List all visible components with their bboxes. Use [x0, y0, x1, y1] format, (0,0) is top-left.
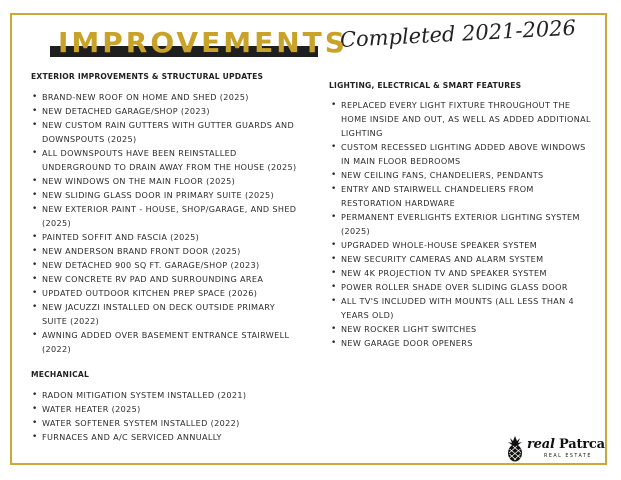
brand-name-italic: real: [527, 437, 555, 452]
list-item: • WATER SOFTENER SYSTEM INSTALLED (2022): [32, 416, 302, 430]
list-item: • ALL TV'S INCLUDED WITH MOUNTS (ALL LESS THAN 4 YEARS OLD): [331, 294, 593, 322]
exterior-heading: EXTERIOR IMPROVEMENTS & STRUCTURAL UPDATES: [31, 72, 264, 81]
list-item: • PERMANENT EVERLIGHTS EXTERIOR LIGHTING SYSTEM (2025): [331, 210, 593, 238]
list-item: • RADON MITIGATION SYSTEM INSTALLED (2021): [32, 388, 302, 402]
list-item: • NEW WINDOWS ON THE MAIN FLOOR (2025): [32, 174, 302, 188]
brand-logo: [506, 436, 605, 462]
list-item: • NEW ROCKER LIGHT SWITCHES: [331, 322, 593, 336]
mechanical-heading: MECHANICAL: [31, 370, 90, 379]
list-item: • REPLACED EVERY LIGHT FIXTURE THROUGHOUT THE HOME INSIDE AND OUT, AS WELL AS ADDED ADDITIONAL LIGHTING: [331, 98, 593, 140]
list-item: • NEW CEILING FANS, CHANDELIERS, PENDANTS: [331, 168, 593, 182]
list-item: • ALL DOWNSPOUTS HAVE BEEN REINSTALLED UNDERGROUND TO DRAIN AWAY FROM THE HOUSE (2025): [32, 146, 302, 174]
list-item: • NEW DETACHED 900 SQ FT. GARAGE/SHOP (2023): [32, 258, 302, 272]
list-item: • NEW DETACHED GARAGE/SHOP (2023): [32, 104, 302, 118]
list-item: • ENTRY AND STAIRWELL CHANDELIERS FROM RESTORATION HARDWARE: [331, 182, 593, 210]
list-item: • PAINTED SOFFIT AND FASCIA (2025): [32, 230, 302, 244]
list-item: • CUSTOM RECESSED LIGHTING ADDED ABOVE WINDOWS IN MAIN FLOOR BEDROOMS: [331, 140, 593, 168]
list-item: • UPDATED OUTDOOR KITCHEN PREP SPACE (2026): [32, 286, 302, 300]
list-item: • BRAND-NEW ROOF ON HOME AND SHED (2025): [32, 90, 302, 104]
page-title: IMPROVEMENTS: [58, 26, 348, 59]
list-item: • UPGRADED WHOLE-HOUSE SPEAKER SYSTEM: [331, 238, 593, 252]
page-subtitle: Completed 2021-2026: [339, 15, 577, 52]
list-item: • NEW 4K PROJECTION TV AND SPEAKER SYSTEM: [331, 266, 593, 280]
list-item: • NEW SECURITY CAMERAS AND ALARM SYSTEM: [331, 252, 593, 266]
exterior-list: [32, 90, 302, 356]
list-item: • WATER HEATER (2025): [32, 402, 302, 416]
list-item: • NEW GARAGE DOOR OPENERS: [331, 336, 593, 350]
list-item: • NEW JACUZZI INSTALLED ON DECK OUTSIDE PRIMARY SUITE (2022): [32, 300, 302, 328]
lighting-heading: LIGHTING, ELECTRICAL & SMART FEATURES: [329, 81, 522, 90]
list-item: • FURNACES AND A/C SERVICED ANNUALLY: [32, 430, 302, 444]
lighting-list: [331, 98, 593, 350]
list-item: • NEW SLIDING GLASS DOOR IN PRIMARY SUITE (2025): [32, 188, 302, 202]
brand-name: [527, 437, 605, 452]
list-item: • NEW ANDERSON BRAND FRONT DOOR (2025): [32, 244, 302, 258]
list-item: • NEW EXTERIOR PAINT - HOUSE, SHOP/GARAGE, AND SHED (2025): [32, 202, 302, 230]
list-item: • NEW CONCRETE RV PAD AND SURROUNDING AREA: [32, 272, 302, 286]
mechanical-list: [32, 388, 302, 444]
list-item: • AWNING ADDED OVER BASEMENT ENTRANCE STAIRWELL (2022): [32, 328, 302, 356]
brand-tagline: REAL ESTATE: [544, 454, 592, 459]
pineapple-icon: [506, 436, 524, 462]
list-item: • NEW CUSTOM RAIN GUTTERS WITH GUTTER GUARDS AND DOWNSPOUTS (2025): [32, 118, 302, 146]
brand-name-main: Patrca: [559, 437, 605, 452]
list-item: • POWER ROLLER SHADE OVER SLIDING GLASS DOOR: [331, 280, 593, 294]
